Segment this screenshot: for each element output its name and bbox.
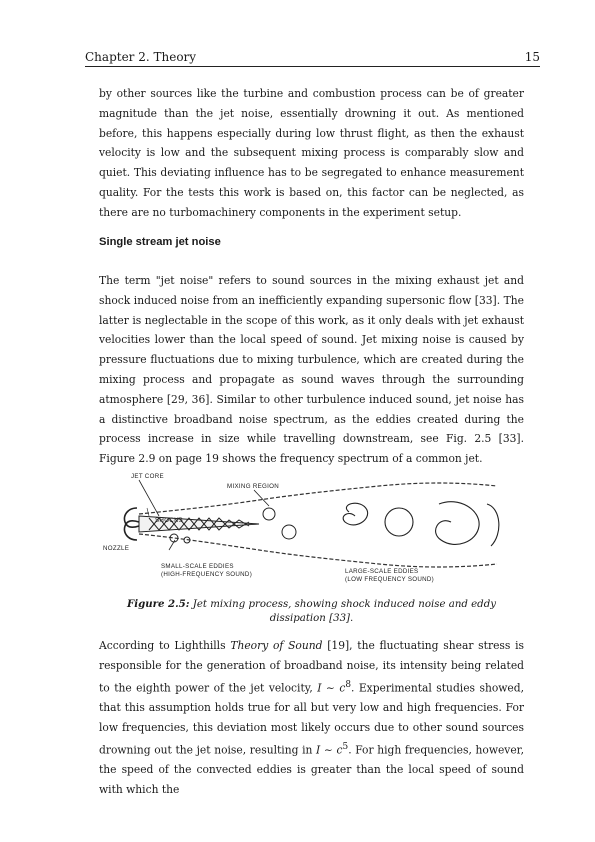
paragraph-intro: by other sources like the turbine and combustion process can be of greater magnitude than the jet noise, essentially drowning it out. As mentioned before, this happens especially during low thrust flight, as then the exhaust velocity is low and the subsequent mixing process is comparably slow and quiet. This deviating influence has to be segregated to enhance measurement quality. For the tests this work is based on, this factor can be neglected, as there are no turbomachinery components in the experiment setup.: [99, 87, 524, 219]
formula-i-c8: I ∼ c: [317, 681, 346, 695]
p3-text-b: [19], the fluctuating shear stress is responsible for the generation of broadband noise, its intensity being related to the eighth power of the jet velocity,: [99, 639, 525, 695]
paragraph-jet-noise: The term "jet noise" refers to sound sources in the mixing exhaust jet and shock induced noise from an inefficiently expanding supersonic flow [33]. The latter is neglectable in the scope of this work, as it only deals with jet exhaust velocities lower than the local speed of sound. Jet mixing noise is caused by pressure fluctuations due to mixing turbulence, which are created during the mixing process and propagate as sound waves through the surrounding atmosphere [29, 36]. Similar to other turbulence induced sound, jet noise has a distinctive broadband noise spectrum, as the eddies created during the process increase in size while travelling downstream, see Fig. 2.5 [33]. Figure 2.9 on page 19 shows the frequency spectrum of a common jet.: [99, 274, 524, 466]
label-nozzle: NOZZLE: [103, 545, 130, 552]
jet-mixing-figure: [99, 470, 524, 588]
label-mixing-region: MIXING REGION: [227, 483, 280, 490]
page-number: 15: [524, 50, 540, 64]
figure-caption: [99, 597, 524, 626]
chapter-title: Chapter 2. Theory: [85, 50, 197, 64]
label-high-frequency: (HIGH-FREQUENCY SOUND): [161, 571, 253, 578]
caption-text: Jet mixing process, showing shock induced noise and eddy dissipation [33].: [189, 599, 496, 624]
caption-label: Figure 2.5:: [127, 598, 190, 610]
formula-i-c5: I ∼ c: [316, 743, 343, 757]
p3-text-c: . Experimental studies showed, that this assumption holds true for all but very low and high frequencies. For low frequencies, this deviation most likely occurs due to other sound sources drowning out the jet noise, resulting in: [99, 681, 524, 757]
label-large-eddies: LARGE-SCALE EDDIES: [345, 568, 419, 575]
label-jet-core: JET CORE: [131, 473, 164, 480]
formula-exponent-5: 5: [342, 741, 349, 752]
running-header: [85, 50, 540, 67]
paragraph-lighthill: [99, 636, 524, 800]
p3-text-d: . For high frequencies, however, the speed of the convected eddies is greater than the local speed of sound with which the: [99, 743, 524, 796]
p3-book-title: Theory of Sound: [230, 639, 323, 652]
p3-text-a: According to Lighthills: [99, 639, 231, 652]
section-heading: Single stream jet noise: [99, 236, 221, 248]
formula-exponent-8: 8: [345, 679, 351, 690]
label-low-frequency: (LOW FREQUENCY SOUND): [345, 576, 435, 583]
label-small-eddies: SMALL-SCALE EDDIES: [161, 563, 234, 570]
jet-diagram: [99, 470, 524, 588]
label-shocks: SHOCKS: [155, 517, 183, 524]
